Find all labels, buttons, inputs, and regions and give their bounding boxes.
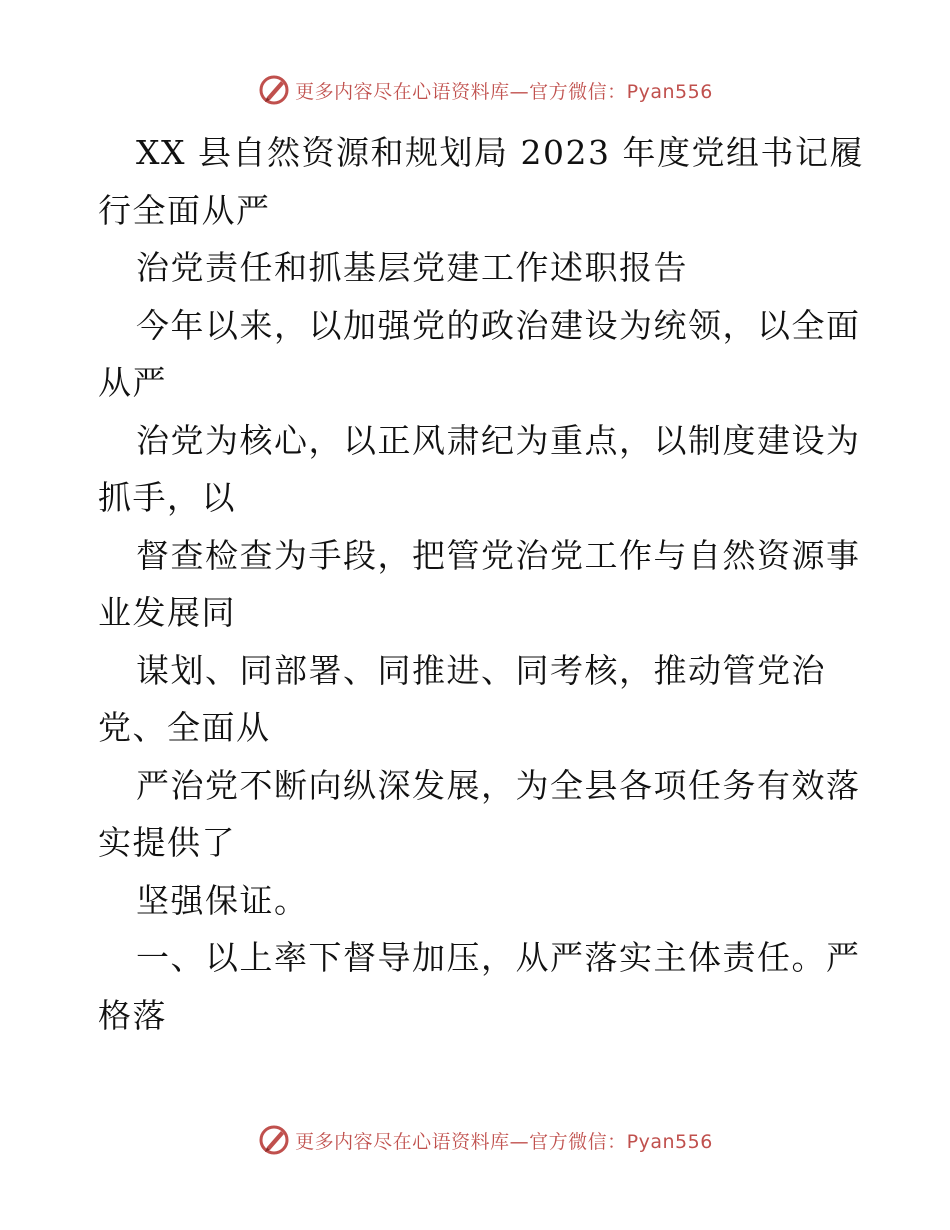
- text-line: 治党责任和抓基层党建工作述职报告: [136, 248, 688, 287]
- watermark-text: 更多内容尽在心语资料库—官方微信：Pyan556: [295, 1130, 713, 1153]
- text-line: 从严: [98, 363, 167, 402]
- text-line: 实提供了: [98, 823, 236, 862]
- text-line: 党、全面从: [98, 708, 271, 747]
- text-line: 格落: [98, 995, 167, 1035]
- header-watermark: [0, 70, 950, 110]
- text-line: XX 县自然资源和规划局 2023 年度党组书记履: [136, 133, 864, 172]
- pen-logo-icon: [257, 1123, 291, 1157]
- text-line: 谋划、同部署、同推进、同考核，推动管党治: [136, 650, 826, 690]
- text-line: 一、以上率下督导加压，从严落实主体责任。严: [136, 938, 861, 977]
- text-line: 业发展同: [98, 593, 236, 632]
- pen-logo-icon: [257, 73, 291, 107]
- text-line: 严治党不断向纵深发展，为全县各项任务有效落: [136, 765, 861, 805]
- text-line: 抓手，以: [98, 478, 236, 517]
- document-body: [98, 124, 864, 1044]
- text-line: 行全面从严: [98, 190, 271, 230]
- text-line: 督查检查为手段，把管党治党工作与自然资源事: [136, 535, 861, 575]
- footer-watermark: [0, 1120, 950, 1160]
- text-line: 今年以来，以加强党的政治建设为统领，以全面: [136, 305, 861, 345]
- text-line: 治党为核心，以正风肃纪为重点，以制度建设为: [136, 420, 861, 460]
- text-line: 坚强保证。: [136, 880, 309, 920]
- watermark-text: 更多内容尽在心语资料库—官方微信：Pyan556: [295, 80, 713, 103]
